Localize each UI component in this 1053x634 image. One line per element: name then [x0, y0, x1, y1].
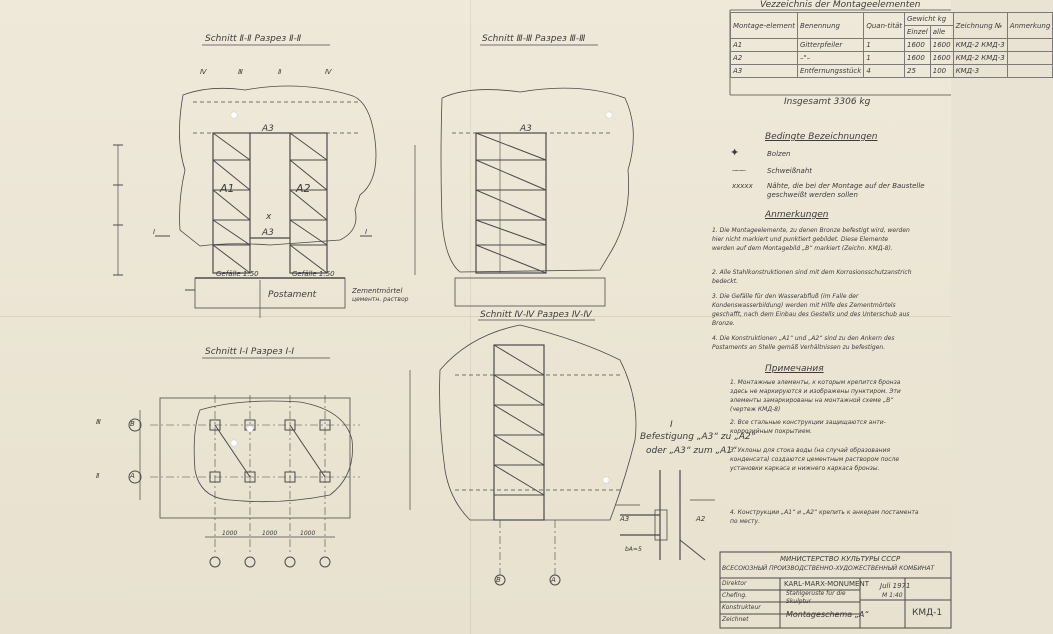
detail-a2: A2 — [696, 515, 706, 523]
punch-hole — [231, 112, 237, 118]
legend-bolt: Bolzen — [767, 150, 791, 158]
cell: Gitterpfeiler — [797, 39, 863, 52]
weld-label: bA=5 — [625, 546, 642, 553]
cell: A3 — [731, 65, 798, 78]
roman-mark: Ⅱ — [96, 472, 100, 480]
cell — [1007, 52, 1053, 65]
axis-a-iv: A — [551, 576, 556, 584]
ru-note-item: 1. Монтажные элементы, к которым крепится бронза здесь не маркируются и изображены пунктиром. Эти элементы замаркированы на монтажной схеме „В“ (чертеж КМД-8) — [730, 379, 901, 413]
axis-b: B — [130, 420, 135, 428]
section-title-1: Schnitt Ⅰ-Ⅰ Разрез Ⅰ-Ⅰ — [205, 347, 295, 357]
label-x: x — [266, 212, 272, 222]
notes-title: Anmerkungen — [765, 210, 829, 220]
cell — [1007, 39, 1053, 52]
cell: 100 — [930, 65, 953, 78]
cell: –"– — [797, 52, 863, 65]
cell: КМД-2 КМД-3 — [953, 52, 1007, 65]
table-header: Zeichnung № — [953, 13, 1007, 39]
cell: КМД-3 — [953, 65, 1007, 78]
elements-table — [730, 12, 1053, 78]
roman-mark: Ⅰ — [153, 228, 156, 236]
section-title-2: Schnitt Ⅱ-Ⅱ Разрез Ⅱ-Ⅱ — [205, 34, 302, 44]
tb-role: Konstrukteur — [722, 604, 761, 611]
table-row — [731, 52, 1053, 65]
axis-a: A — [130, 472, 135, 480]
dim-1000: 1000 — [300, 530, 316, 537]
table-header: Anmerkung — [1007, 13, 1053, 39]
roman-mark: Ⅱ — [278, 68, 282, 76]
tb-ministry: МИНИСТЕРСТВО КУЛЬТУРЫ СССР — [780, 555, 901, 563]
label-a2: A2 — [296, 182, 311, 195]
bolt-icon: ✦ — [730, 146, 740, 159]
roman-mark: Ⅰ — [365, 228, 368, 236]
detail-number: Ⅰ — [670, 420, 673, 430]
label-a3-mid: A3 — [262, 228, 274, 238]
note-item: 1. Die Montageelemente, zu denen Bronze befestigt wird, werden hier nicht markiert und punktiert gebildet. Diese Elemente werden auf dem Montagebild „B“ markiert (Zeichn. КМД-8). — [712, 227, 910, 252]
section-title-4: Schnitt Ⅳ-Ⅳ Разрез Ⅳ-Ⅳ — [480, 310, 592, 320]
table-title: Vezzeichnis der Montageelementen — [760, 0, 921, 10]
punch-hole — [231, 440, 237, 446]
table-subheader: alle — [930, 26, 953, 39]
legend-weld: Schweißnaht — [767, 167, 813, 175]
label-a3-s3: A3 — [520, 124, 532, 134]
tb-date: Juli 1971 — [880, 582, 911, 590]
table-subheader: Einzel — [905, 26, 931, 39]
roman-mark: Ⅳ — [200, 68, 207, 76]
cell: 1 — [864, 39, 905, 52]
tb-project-sub: Stahlgerüste für die Skulptur — [786, 590, 846, 605]
legend-site: Nähte, die bei der Montage auf der Baustelle geschweißt werden sollen — [767, 182, 925, 199]
note-item: 3. Die Gefälle für den Wasserabfluß (im Falle der Kondenswasserbildung) werden mit Hilfe des Zementmörtels geschafft, nach dem Einbau des Gestells und des Unterschub aus Bronze. — [712, 293, 910, 327]
table-header: Quan-tität — [864, 13, 905, 39]
label-zement: Zementmörtel — [352, 287, 403, 295]
cell: A1 — [731, 39, 798, 52]
ru-note-item: 3. Уклоны для стока воды (на случай образования конденсата) создаются цементным раствором после установки каркаса и нижнего каркаса бронзы. — [730, 447, 900, 472]
detail-a3: A3 — [620, 515, 630, 523]
label-postament: Postament — [268, 290, 317, 300]
detail-title: Befestigung „A3“ zu „A2“ — [640, 432, 756, 442]
ru-notes-title: Примечания — [765, 364, 824, 374]
dim-1000: 1000 — [222, 530, 238, 537]
cell: 1600 — [905, 39, 931, 52]
roman-mark: Ⅲ — [238, 68, 243, 76]
label-a3-top: A3 — [262, 124, 274, 134]
cell: 1600 — [930, 39, 953, 52]
cell: 4 — [864, 65, 905, 78]
tb-role: Direktor — [722, 580, 747, 587]
tb-code: КМД-1 — [912, 608, 943, 618]
tb-sheet-name: Montageschema „A“ — [786, 610, 869, 619]
label-gefalle-2: Gefälle 1:50 — [292, 270, 335, 278]
roman-mark: Ⅳ — [325, 68, 332, 76]
punch-hole — [247, 426, 253, 432]
table-header: Benennung — [797, 13, 863, 39]
cell: Entfernungsstück — [797, 65, 863, 78]
cell: A2 — [731, 52, 798, 65]
legend-title: Bedingte Bezeichnungen — [765, 132, 878, 142]
tb-project: KARL-MARX-MONUMENT — [784, 580, 869, 588]
cell — [1007, 65, 1053, 78]
note-item: 2. Alle Stahlkonstruktionen sind mit dem Korrosionsschutzanstrich bedeckt. — [712, 269, 912, 285]
dim-1000: 1000 — [262, 530, 278, 537]
weld-icon: ........... — [732, 165, 746, 173]
cell: 25 — [905, 65, 931, 78]
table-row — [731, 65, 1053, 78]
cell: 1 — [864, 52, 905, 65]
table-row — [731, 39, 1053, 52]
table-header: Gewicht kg — [905, 13, 954, 26]
label-gefalle-1: Gefälle 1:50 — [216, 270, 259, 278]
tb-role: Zeichnet — [722, 616, 749, 623]
punch-hole — [606, 112, 612, 118]
table-total: Insgesamt 3306 kg — [784, 97, 871, 107]
tb-scale: M 1:40 — [882, 592, 903, 599]
axis-b-iv: B — [496, 576, 501, 584]
ru-note-item: 4. Конструкции „А1“ и „А2“ крепить к анкерам постамента по месту. — [730, 509, 919, 525]
detail-subtitle: oder „A3“ zum „A1“ — [646, 446, 737, 456]
note-item: 4. Die Konstruktionen „A1“ und „A2“ sind zu den Ankern des Postaments an Stelle gemäß Verhältnissen zu befestigen. — [712, 335, 895, 351]
ru-note-item: 2. Все стальные конструкции защищаются анти-коррозийным покрытием. — [730, 419, 886, 435]
tb-role: Chefing. — [722, 592, 748, 599]
roman-mark: Ⅲ — [96, 418, 101, 426]
punch-hole — [603, 477, 609, 483]
section-title-3: Schnitt Ⅲ-Ⅲ Разрез Ⅲ-Ⅲ — [482, 34, 586, 44]
cell: 1600 — [905, 52, 931, 65]
label-zement-ru: цементн. раствор — [352, 296, 409, 303]
cell: КМД-2 КМД-3 — [953, 39, 1007, 52]
table-header: Montage-element — [731, 13, 798, 39]
tb-combine: ВСЕСОЮЗНЫЙ ПРОИЗВОДСТВЕННО-ХУДОЖЕСТВЕННЫЙ КОМБИНАТ — [722, 565, 935, 572]
site-weld-icon: xxxxx — [732, 182, 753, 190]
label-a1: A1 — [220, 182, 235, 195]
cell: 1600 — [930, 52, 953, 65]
